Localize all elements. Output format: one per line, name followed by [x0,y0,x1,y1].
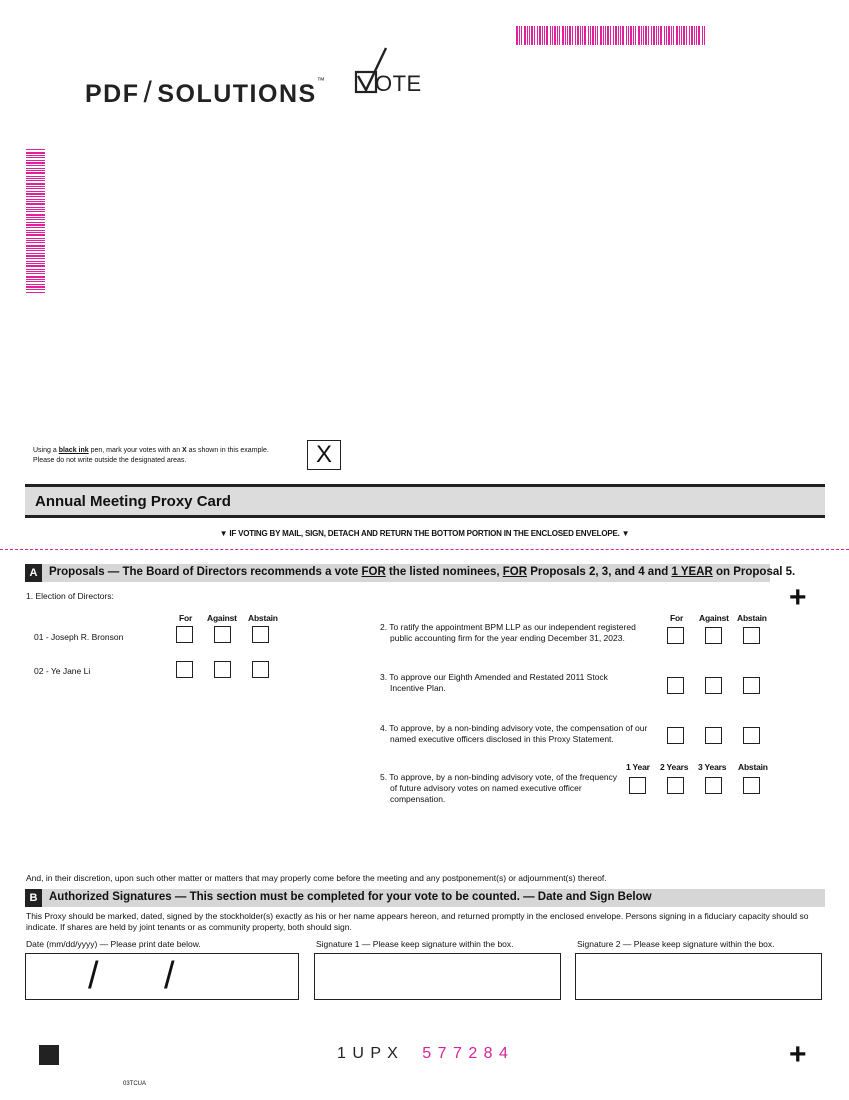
example-mark-box: X [307,440,341,470]
proposal-5-1-year-checkbox[interactable] [629,777,646,794]
signature-2-label: Signature 2 — Please keep signature within the box. [577,939,775,949]
col-2-years: 2 Years [660,762,689,772]
nominee-01-against-checkbox[interactable] [214,626,231,643]
proposal-4: 4. To approve, by a non-binding advisory vote, the compensation of our named executive officers disclosed in this Proxy Statement. [380,723,648,744]
section-a-title: Proposals — The Board of Directors recommends a vote FOR the listed nominees, FOR Proposals 2, 3, and 4 and 1 YEAR on Proposal 5. [49,566,796,578]
proposal-3-against-checkbox[interactable] [705,677,722,694]
proposal-4-for-checkbox[interactable] [667,727,684,744]
top-barcode [516,26,708,45]
col-against: Against [207,613,237,623]
col-abstain-frequency: Abstain [738,762,768,772]
section-b-header [25,889,825,907]
crosshair-plus-top: + [789,581,807,614]
proposal-4-against-checkbox[interactable] [705,727,722,744]
detach-line [0,549,849,550]
detach-notice: ▼ IF VOTING BY MAIL, SIGN, DETACH AND RETURN THE BOTTOM PORTION IN THE ENCLOSED ENVELOPE. ▼ [219,529,630,538]
signature-instructions: This Proxy should be marked, dated, signed by the stockholder(s) exactly as his or her name appears hereon, and returned promptly in the enclosed envelope. Persons signing in a fiduciary capacity should so indicate. If shares are held by joint tenants or as community property, both should sign. [26,911,809,932]
date-field[interactable] [25,953,299,1000]
col-for-proposals: For [670,613,684,623]
form-id: 03TCUA [123,1081,147,1087]
side-barcode [26,149,45,295]
date-slash-2: / [164,955,175,997]
form-code: 1 U P X 5 7 7 2 8 4 [337,1045,509,1062]
card-title-bar [25,484,825,518]
proposal-2: 2. To ratify the appointment BPM LLP as our independent registered public accounting firm for the year ending December 31, 2023. [380,622,636,643]
proposal-5-3-years-checkbox[interactable] [705,777,722,794]
election-label: 1. Election of Directors: [26,591,114,601]
proposal-5-abstain-checkbox[interactable] [743,777,760,794]
section-a-header [25,564,796,582]
proposal-5: 5. To approve, by a non-binding advisory vote, of the frequency of future advisory votes on named executive officer compensation. [380,772,618,804]
section-b-title: Authorized Signatures — This section must be completed for your vote to be counted. — Date and Sign Below [49,891,652,903]
col-abstain: Abstain [248,613,278,623]
col-for: For [179,613,193,623]
signature-2-field[interactable] [575,953,822,1000]
nominee-01-for-checkbox[interactable] [176,626,193,643]
card-title: Annual Meeting Proxy Card [35,493,231,510]
signature-1-field[interactable] [314,953,561,1000]
nominee-02-for-checkbox[interactable] [176,661,193,678]
proposal-3: 3. To approve our Eighth Amended and Restated 2011 Stock Incentive Plan. [380,672,608,693]
registration-mark-square [39,1045,59,1065]
proposal-3-abstain-checkbox[interactable] [743,677,760,694]
section-b-letter: B [25,889,42,907]
proposal-5-2-years-checkbox[interactable] [667,777,684,794]
col-abstain-proposals: Abstain [737,613,767,623]
col-against-proposals: Against [699,613,729,623]
nominee-02-abstain-checkbox[interactable] [252,661,269,678]
proposal-2-for-checkbox[interactable] [667,627,684,644]
nominee-01-abstain-checkbox[interactable] [252,626,269,643]
nominee-01: 01 - Joseph R. Bronson [34,632,124,642]
proposal-4-abstain-checkbox[interactable] [743,727,760,744]
proposal-2-abstain-checkbox[interactable] [743,627,760,644]
section-a-letter: A [25,564,42,582]
date-slash-1: / [88,955,99,997]
col-3-years: 3 Years [698,762,727,772]
crosshair-plus-bottom: + [789,1038,807,1071]
marking-instructions: Using a black ink pen, mark your votes with an X as shown in this example. Please do not write outside the designated areas. [33,447,269,464]
col-1-year: 1 Year [626,762,650,772]
nominee-02: 02 - Ye Jane Li [34,666,91,676]
proposal-3-for-checkbox[interactable] [667,677,684,694]
signature-1-label: Signature 1 — Please keep signature within the box. [316,939,514,949]
vote-logo: OTE [354,46,444,96]
proposal-2-against-checkbox[interactable] [705,627,722,644]
date-label: Date (mm/dd/yyyy) — Please print date below. [26,939,201,949]
company-logo: PDF / SOLUTIONS™ [85,76,327,109]
nominee-02-against-checkbox[interactable] [214,661,231,678]
discretion-text: And, in their discretion, upon such other matter or matters that may properly come before the meeting and any postponement(s) or adjournment(s) thereof. [26,873,607,883]
